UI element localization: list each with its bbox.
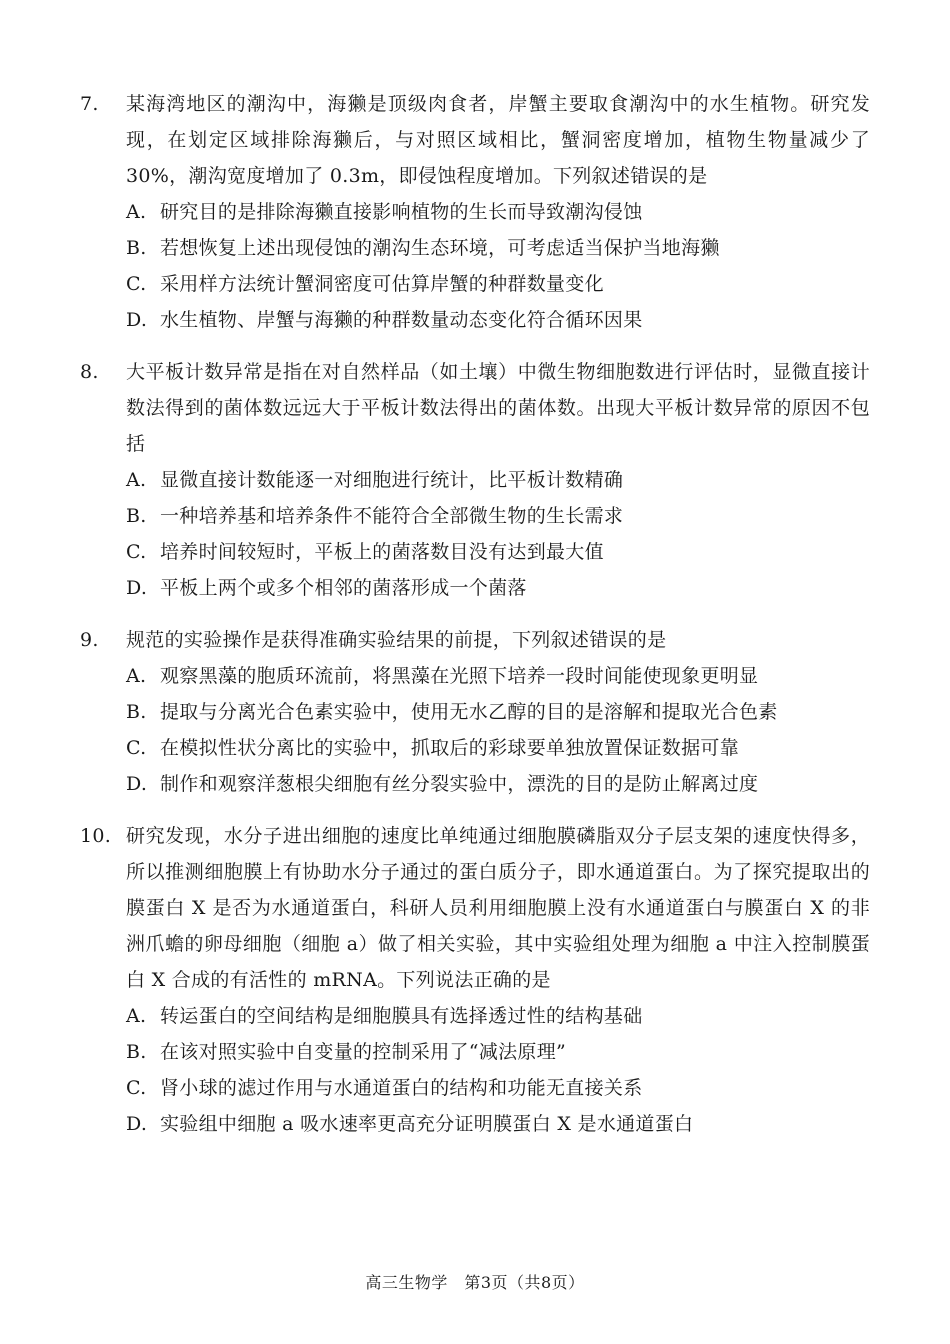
question-number: 8.: [80, 361, 99, 383]
question-10: [80, 818, 870, 1142]
question-stem: 研究发现，水分子进出细胞的速度比单纯通过细胞膜磷脂双分子层支架的速度快得多，所以推测细胞膜上有协助水分子通过的蛋白质分子，即水通道蛋白。为了探究提取出的膜蛋白 X 是否为水通道蛋白，科研人员利用细胞膜上没有水通道蛋白与膜蛋白 X 的非洲爪蟾的卵母细胞（细胞 a）做了相关实验，其中实验组处理为细胞 a 中注入控制膜蛋白 X 合成的有活性的 mRNA。下列说法正确的是: [126, 825, 870, 991]
question-number: 10.: [80, 825, 112, 847]
option-letter: B.: [126, 701, 147, 723]
question-stem-row: [80, 622, 870, 658]
option-text: 制作和观察洋葱根尖细胞有丝分裂实验中，漂洗的目的是防止解离过度: [160, 773, 759, 795]
option-text: 观察黑藻的胞质环流前，将黑藻在光照下培养一段时间能使现象更明显: [160, 665, 759, 687]
option-text: 研究目的是排除海獭直接影响植物的生长而导致潮沟侵蚀: [160, 201, 643, 223]
option-text: 提取与分离光合色素实验中，使用无水乙醇的目的是溶解和提取光合色素: [160, 701, 778, 723]
option-letter: A.: [126, 201, 147, 223]
option-c: [80, 1070, 870, 1106]
question-8: [80, 354, 870, 606]
option-d: [80, 302, 870, 338]
option-c: [80, 266, 870, 302]
option-c: [80, 730, 870, 766]
option-d: [80, 570, 870, 606]
option-text: 一种培养基和培养条件不能符合全部微生物的生长需求: [160, 505, 624, 527]
question-7: [80, 86, 870, 338]
question-stem-row: [80, 818, 870, 998]
question-stem: 规范的实验操作是获得准确实验结果的前提，下列叙述错误的是: [126, 629, 667, 651]
option-letter: C.: [126, 541, 147, 563]
option-text: 转运蛋白的空间结构是细胞膜具有选择透过性的结构基础: [160, 1005, 643, 1027]
option-d: [80, 1106, 870, 1142]
question-number: 9.: [80, 629, 99, 651]
question-stem-row: [80, 86, 870, 194]
option-text: 若想恢复上述出现侵蚀的潮沟生态环境，可考虑适当保护当地海獭: [160, 237, 720, 259]
option-b: [80, 230, 870, 266]
option-a: [80, 194, 870, 230]
option-letter: C.: [126, 273, 147, 295]
option-letter: D.: [126, 773, 148, 795]
question-stem: 大平板计数异常是指在对自然样品（如土壤）中微生物细胞数进行评估时，显微直接计数法得到的菌体数远远大于平板计数法得出的菌体数。出现大平板计数异常的原因不包括: [126, 361, 870, 455]
option-text: 在该对照实验中自变量的控制采用了“减法原理”: [160, 1041, 567, 1063]
question-9: [80, 622, 870, 802]
option-letter: B.: [126, 505, 147, 527]
option-letter: B.: [126, 237, 147, 259]
option-letter: C.: [126, 1077, 147, 1099]
option-letter: B.: [126, 1041, 147, 1063]
option-b: [80, 498, 870, 534]
option-letter: D.: [126, 309, 148, 331]
option-a: [80, 998, 870, 1034]
option-letter: D.: [126, 577, 148, 599]
option-a: [80, 658, 870, 694]
option-text: 水生植物、岸蟹与海獭的种群数量动态变化符合循环因果: [160, 309, 643, 331]
option-text: 采用样方法统计蟹洞密度可估算岸蟹的种群数量变化: [160, 273, 604, 295]
option-letter: C.: [126, 737, 147, 759]
option-text: 显微直接计数能逐一对细胞进行统计，比平板计数精确: [160, 469, 624, 491]
option-text: 在模拟性状分离比的实验中，抓取后的彩球要单独放置保证数据可靠: [160, 737, 740, 759]
option-letter: A.: [126, 469, 147, 491]
option-c: [80, 534, 870, 570]
page-footer: 高三生物学 第3页（共8页）: [365, 1273, 585, 1292]
option-text: 肾小球的滤过作用与水通道蛋白的结构和功能无直接关系: [160, 1077, 643, 1099]
option-text: 培养时间较短时，平板上的菌落数目没有达到最大值: [160, 541, 604, 563]
question-stem: 某海湾地区的潮沟中，海獭是顶级肉食者，岸蟹主要取食潮沟中的水生植物。研究发现，在划定区域排除海獭后，与对照区域相比，蟹洞密度增加，植物生物量减少了 30%，潮沟宽度增加了 0.3m，即侵蚀程度增加。下列叙述错误的是: [126, 93, 870, 187]
option-b: [80, 694, 870, 730]
option-letter: A.: [126, 1005, 147, 1027]
option-text: 实验组中细胞 a 吸水速率更高充分证明膜蛋白 X 是水通道蛋白: [160, 1113, 694, 1135]
option-d: [80, 766, 870, 802]
option-letter: A.: [126, 665, 147, 687]
question-number: 7.: [80, 93, 99, 115]
option-a: [80, 462, 870, 498]
option-b: [80, 1034, 870, 1070]
option-letter: D.: [126, 1113, 148, 1135]
option-text: 平板上两个或多个相邻的菌落形成一个菌落: [160, 577, 527, 599]
question-stem-row: [80, 354, 870, 462]
